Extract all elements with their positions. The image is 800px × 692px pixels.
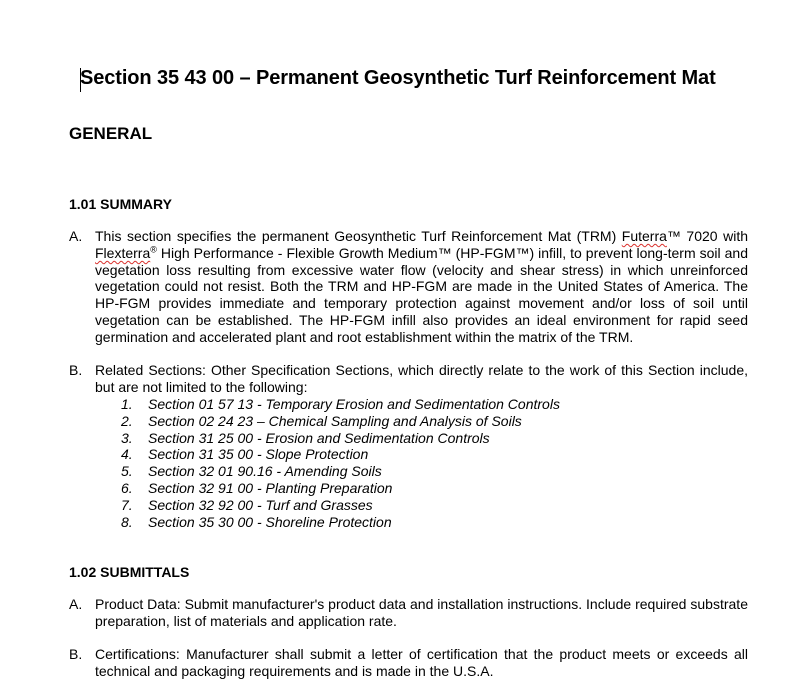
- list-number: 7.: [121, 496, 133, 513]
- summary-heading: 1.01 SUMMARY: [69, 196, 172, 212]
- list-number: 6.: [121, 479, 133, 496]
- list-item: [121, 497, 560, 514]
- list-item: [121, 514, 560, 531]
- submittals-item-b-marker: B.: [69, 646, 83, 662]
- list-text: Section 02 24 23 – Chemical Sampling and Analysis of Soils: [148, 412, 522, 429]
- summary-item-b-marker: B.: [69, 362, 83, 378]
- list-item: [121, 396, 560, 413]
- list-item: [121, 430, 560, 447]
- submittals-heading: 1.02 SUBMITTALS: [69, 564, 190, 580]
- summary-item-a-marker: A.: [69, 228, 83, 244]
- list-number: 5.: [121, 463, 133, 480]
- list-number: 4.: [121, 446, 133, 463]
- summary-a-text-3: High Performance - Flexible Growth Medium™ (HP-FGM™) infill, to prevent long-term soil and vegetation loss resulting from excessive water flow (velocity and shear stress) in which unreinforced vegetation could not resist. Both the TRM and HP-FGM are made in the United States of America. The HP-FGM provides immediate and temporary protection against movement and/or loss of soil until vegetation can be established. The HP-FGM infill also provides an ideal environment for rapid seed germination and accelerated plant and root establishment within the matrix of the TRM.: [95, 244, 748, 345]
- list-text: Section 01 57 13 - Temporary Erosion and Sedimentation Controls: [148, 396, 560, 412]
- list-text: Section 31 35 00 - Slope Protection: [148, 446, 369, 463]
- brand-futerra: Futerra: [621, 228, 667, 244]
- list-text: Section 35 30 00 - Shoreline Protection: [148, 513, 392, 530]
- general-heading: GENERAL: [69, 124, 153, 143]
- list-number: 2.: [121, 412, 133, 429]
- submittals-item-a-marker: A.: [69, 596, 83, 612]
- list-number: 1.: [121, 396, 133, 412]
- list-text: Section 31 25 00 - Erosion and Sedimentation Controls: [148, 429, 490, 446]
- list-item: [121, 480, 560, 497]
- summary-item-a-paragraph: [95, 228, 748, 346]
- section-title: Section 35 43 00 – Permanent Geosynthetic Turf Reinforcement Mat: [80, 67, 716, 89]
- summary-a-text-2: ™ 7020 with: [666, 228, 748, 244]
- brand-flexterra: Flexterra: [95, 244, 151, 261]
- list-text: Section 32 91 00 - Planting Preparation: [148, 479, 393, 496]
- summary-a-text-1: This section specifies the permanent Geosynthetic Turf Reinforcement Mat (TRM): [95, 228, 622, 244]
- list-text: Section 32 01 90.16 - Amending Soils: [148, 463, 382, 480]
- list-item: [121, 463, 560, 480]
- registered-mark: ®: [150, 244, 157, 255]
- submittals-item-a-paragraph: Product Data: Submit manufacturer's product data and installation instructions. Include required substrate preparation, list of materials and application rate.: [95, 596, 748, 629]
- list-number: 8.: [121, 513, 133, 530]
- list-item: [121, 413, 560, 430]
- list-number: 3.: [121, 429, 133, 446]
- list-text: Section 32 92 00 - Turf and Grasses: [148, 496, 373, 513]
- list-item: [121, 446, 560, 463]
- submittals-item-b-paragraph: Certifications: Manufacturer shall submit a letter of certification that the product meets or exceeds all technical and packaging requirements and is made in the U.S.A.: [95, 646, 748, 679]
- related-sections-list: [121, 396, 560, 530]
- summary-item-b-paragraph: Related Sections: Other Specification Sections, which directly relate to the work of this Section include, but are not limited to the following:: [95, 362, 748, 395]
